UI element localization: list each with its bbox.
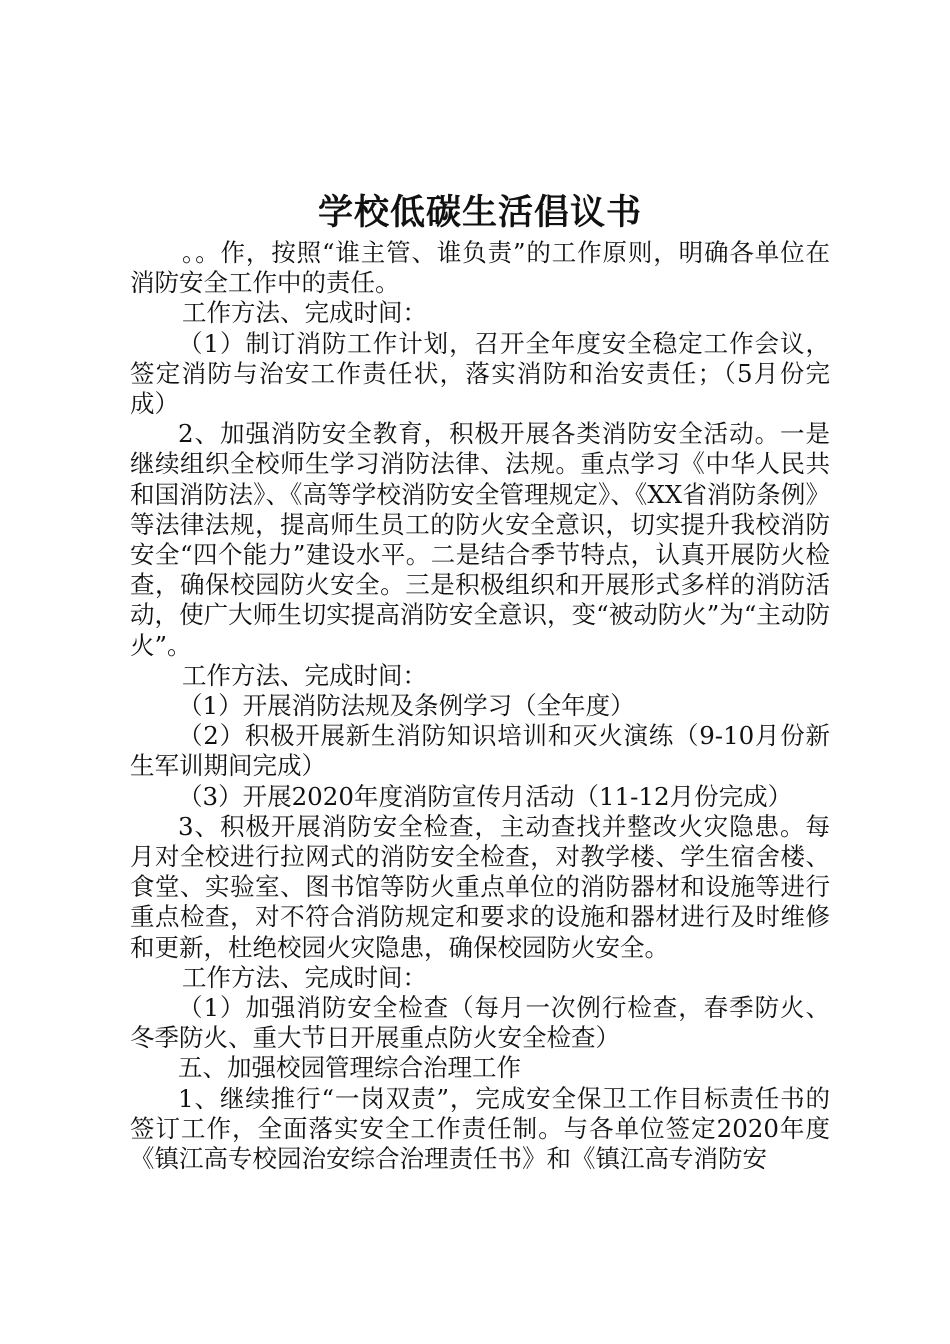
paragraph-responsibility-system: 1、继续推行“一岗双责”，完成安全保卫工作目标责任书的签订工作，全面落实安全工作责任制。与各单位签定2020年度《镇江高专校园治安综合治理责任书》和《镇江高专消防安	[130, 1083, 830, 1174]
paragraph-check-item: （1）加强消防安全检查（每月一次例行检查，春季防火、冬季防火、重大节日开展重点防火安全检查）	[130, 993, 830, 1053]
paragraph-plan-item: （1）制订消防工作计划，召开全年度安全稳定工作会议，签定消防与治安工作责任状，落实消防和治安责任；（5月份完成）	[130, 328, 830, 419]
paragraph-training-item: （2）积极开展新生消防知识培训和灭火演练（9-10月份新生军训期间完成）	[130, 721, 830, 781]
paragraph-method-heading: 工作方法、完成时间：	[182, 660, 427, 690]
paragraph-section-heading: 五、加强校园管理综合治理工作	[178, 1053, 521, 1083]
document-page	[130, 188, 830, 1174]
paragraph-method-heading: 工作方法、完成时间：	[182, 962, 427, 992]
paragraph-education: 2、加强消防安全教育，积极开展各类消防安全活动。一是继续组织全校师生学习消防法律、法规。重点学习《中华人民共和国消防法》、《高等学校消防安全管理规定》、《XX省消防条例》等法律法规，提高师生员工的防火安全意识，切实提升我校消防安全“四个能力”建设水平。二是结合季节特点，认真开展防火检查，确保校园防火安全。三是积极组织和开展形式多样的消防活动，使广大师生切实提高消防安全意识，变“被动防火”为“主动防火”。	[130, 419, 830, 660]
document-title: 学校低碳生活倡议书	[317, 193, 642, 233]
paragraph-method-heading: 工作方法、完成时间：	[182, 298, 427, 328]
paragraph-campaign-item: （3）开展2020年度消防宣传月活动（11-12月份完成）	[178, 781, 793, 811]
paragraph-responsibility: 。。作，按照“谁主管、谁负责”的工作原则，明确各单位在消防安全工作中的责任。	[130, 238, 830, 298]
paragraph-study-item: （1）开展消防法规及条例学习（全年度）	[178, 691, 635, 721]
paragraph-inspection: 3、积极开展消防安全检查，主动查找并整改火灾隐患。每月对全校进行拉网式的消防安全检查，对教学楼、学生宿舍楼、食堂、实验室、图书馆等防火重点单位的消防器材和设施等进行重点检查，对不符合消防规定和要求的设施和器材进行及时维修和更新，杜绝校园火灾隐患，确保校园防火安全。	[130, 811, 830, 962]
